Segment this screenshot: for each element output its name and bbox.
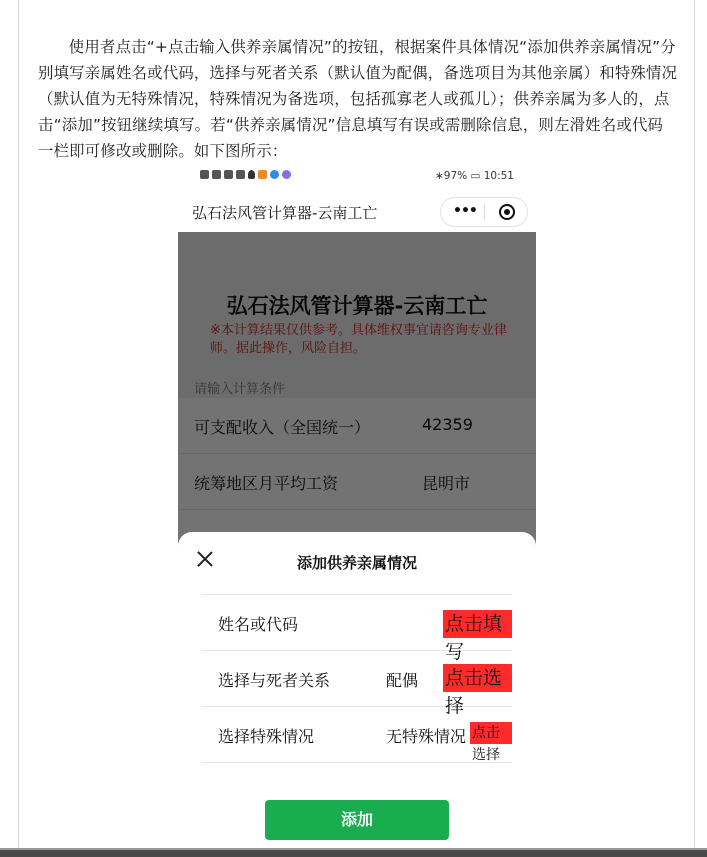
app-titlebar	[178, 188, 536, 232]
close-mini-program-icon[interactable]	[499, 204, 515, 220]
sheet-row-label: 选择与死者关系	[218, 671, 331, 690]
sheet-row-label: 姓名或代码	[218, 615, 299, 634]
document-border-right	[694, 0, 695, 857]
sheet-title: 添加供养亲属情况	[296, 554, 417, 572]
sheet-row-value: 配偶	[386, 671, 419, 690]
add-button[interactable]: 添加	[265, 800, 449, 840]
phone-screenshot	[178, 166, 536, 850]
select-special-button[interactable]: 点击选择	[470, 722, 512, 744]
mini-program-capsule	[440, 197, 528, 227]
signal-icon	[212, 170, 221, 179]
capsule-divider	[484, 204, 485, 220]
app-notification-icon-3	[282, 170, 291, 179]
more-menu-icon[interactable]: •••	[453, 203, 477, 219]
app-notification-icon	[258, 170, 267, 179]
status-icons	[200, 170, 291, 179]
app-notification-icon-2	[270, 170, 279, 179]
status-battery-time: ∗97% ▭ 10:51	[435, 170, 514, 182]
sheet-row-value: 无特殊情况	[386, 727, 467, 746]
sheet-row-name[interactable]	[202, 595, 512, 663]
hd-icon	[200, 170, 209, 179]
add-dependent-sheet	[178, 532, 536, 850]
status-bar	[178, 166, 536, 188]
select-relationship-button[interactable]: 点击选择	[443, 664, 512, 692]
instruction-paragraph: 使用者点击“+点击输入供养亲属情况”的按钮，根据案件具体情况“添加供养亲属情况”分别填写亲属姓名或代码，选择与死者关系（默认值为配偶，备选项目为其他亲属）和特殊情况（默认值为无特殊情况，特殊情况为备选项，包括孤寡老人或孤儿）；供养亲属为多人的，点击“添加”按钮继续填写。若“供养亲属情况”信息填写有误或需删除信息，则左滑姓名或代码一栏即可修改或删除。如下图所示：	[38, 38, 678, 160]
document-bottom-bar	[0, 850, 707, 857]
document-border-left	[18, 0, 19, 857]
fill-in-button[interactable]: 点击填写	[443, 610, 512, 638]
sheet-row-label: 选择特殊情况	[218, 727, 315, 746]
bell-icon	[248, 170, 255, 179]
sheet-row-special[interactable]	[202, 707, 512, 763]
app-title: 弘石法风管计算器-云南工亡	[192, 204, 378, 222]
wifi-icon	[236, 170, 245, 179]
sheet-row-relationship[interactable]	[202, 651, 512, 717]
signal-icon-2	[224, 170, 233, 179]
